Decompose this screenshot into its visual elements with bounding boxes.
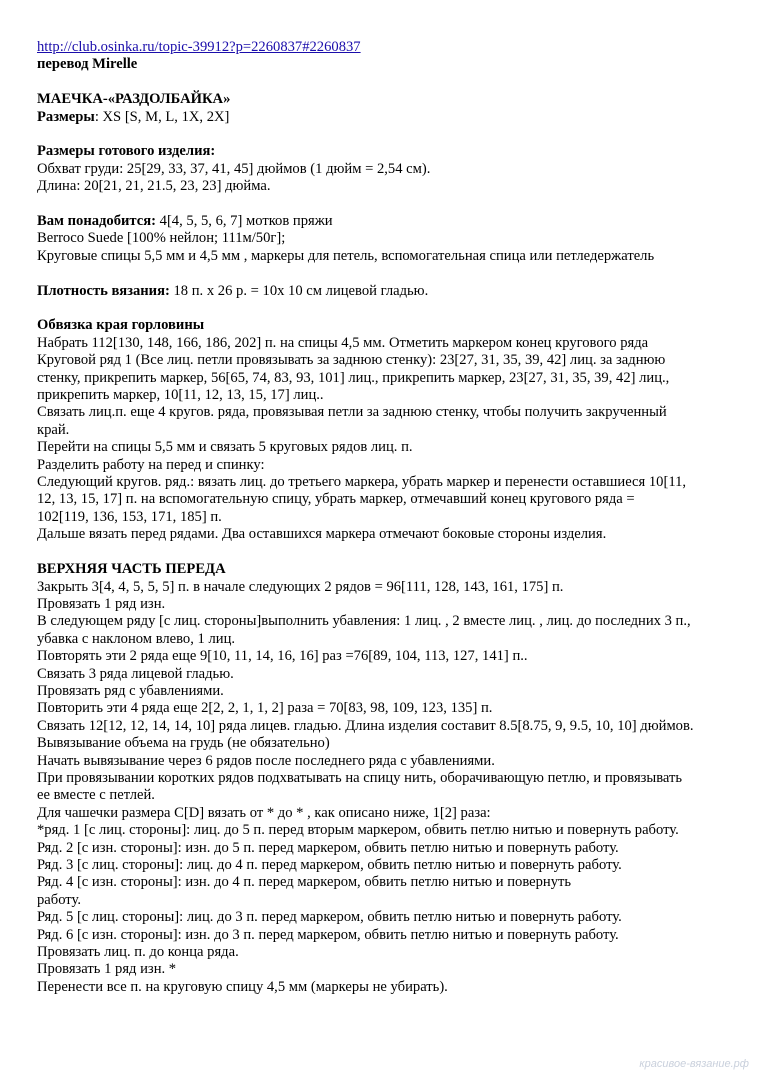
text-line: Berroco Suede [100% нейлон; 111м/50г]; [37, 230, 286, 247]
text-line: 12, 13, 15, 17] п. на вспомогательную спицу, убрать маркер, отмечавший конец кругового ряда = [37, 491, 635, 508]
neck-edging-lines [37, 335, 737, 544]
pattern-title: МАЕЧКА-«РАЗДОЛБАЙКА» [37, 91, 231, 108]
text-line: Провязать ряд с убавлениями. [37, 682, 224, 699]
sizes-value: : XS [S, M, L, 1X, 2X] [94, 108, 230, 125]
text-line: Связать 3 ряда лицевой гладью. [37, 665, 234, 682]
text-line: Дальше вязать перед рядами. Два оставшихся маркера отмечают боковые стороны изделия. [37, 526, 607, 543]
text-line: Ряд. 2 [с изн. стороны]: изн. до 5 п. перед маркером, обвить петлю нитью и повернуть работу. [37, 839, 619, 856]
text-line: Для чашечки размера С[D] вязать от * до * , как описано ниже, 1[2] раза: [37, 804, 491, 821]
text-line: Перенести все п. на круговую спицу 4,5 мм (маркеры не убирать). [37, 978, 448, 995]
spacer [37, 265, 737, 282]
site-watermark: красивое-вязание.рф [639, 1058, 749, 1070]
source-link[interactable]: http://club.osinka.ru/topic-39912?p=2260837#2260837 [37, 39, 361, 55]
text-line: Начать вывязывание через 6 рядов после последнего ряда с убавлениями. [37, 752, 495, 769]
text-line: ее вместе с петлей. [37, 787, 155, 804]
finished-size-heading: Размеры готового изделия: [37, 143, 216, 160]
text-line: стенку, прикрепить маркер, 56[65, 74, 83, 93, 101] лиц., прикрепить маркер, 23[27, 31, 35, 39, 42] лиц., [37, 369, 670, 386]
text-line: При провязывании коротких рядов подхватывать на спицу нить, оборачивающую петлю, и провязывать [37, 769, 683, 786]
translation-credit: перевод Mirelle [37, 56, 138, 73]
text-line: Провязать лиц. п. до конца ряда. [37, 944, 239, 961]
gauge-value: 18 п. х 26 р. = 10х 10 см лицевой гладью. [169, 282, 429, 299]
text-line: Длина: 20[21, 21, 21.5, 23, 23] дюйма. [37, 178, 271, 195]
materials-first: 4[4, 5, 5, 6, 7] мотков пряжи [156, 213, 333, 230]
text-line: Обхват груди: 25[29, 33, 37, 41, 45] дюймов (1 дюйм = 2,54 см). [37, 160, 431, 177]
upper-front-lines [37, 579, 737, 997]
text-line: Ряд. 4 [с изн. стороны]: изн. до 4 п. перед маркером, обвить петлю нитью и повернуть [37, 874, 572, 891]
text-line: Повторить эти 4 ряда еще 2[2, 2, 1, 1, 2] раза = 70[83, 98, 109, 123, 135] п. [37, 700, 493, 717]
text-line: Провязать 1 ряд изн. * [37, 961, 177, 978]
text-line: Круговые спицы 5,5 мм и 4,5 мм , маркеры для петель, вспомогательная спица или петледержатель [37, 247, 655, 264]
upper-front-heading: ВЕРХНЯЯ ЧАСТЬ ПЕРЕДА [37, 561, 226, 578]
text-line: убавка с наклоном влево, 1 лиц. [37, 630, 236, 647]
text-line: В следующем ряду [с лиц. стороны]выполнить убавления: 1 лиц. , 2 вместе лиц. , лиц. до последних 3 п., [37, 613, 691, 630]
text-line: прикрепить маркер, 10[11, 12, 13, 15, 17] лиц.. [37, 387, 324, 404]
text-line: Провязать 1 ряд изн. [37, 595, 166, 612]
gauge-line [37, 283, 737, 300]
text-line: *ряд. 1 [с лиц. стороны]: лиц. до 5 п. перед вторым маркером, обвить петлю нитью и повернуть работу. [37, 822, 679, 839]
text-line: Закрыть 3[4, 4, 5, 5, 5] п. в начале следующих 2 рядов = 96[111, 128, 143, 161, 175] п. [37, 578, 564, 595]
text-line: Связать 12[12, 12, 14, 14, 10] ряда лицев. гладью. Длина изделия составит 8.5[8.75, 9, 9.5, 10, 10] дюймов. [37, 717, 694, 734]
neck-edging-heading: Обвязка края горловины [37, 317, 205, 334]
text-line: Разделить работу на перед и спинку: [37, 456, 265, 473]
materials-lines [37, 230, 737, 265]
text-line: Следующий кругов. ряд.: вязать лиц. до третьего маркера, убрать маркер и перенести оставшиеся 10[11, [37, 474, 687, 491]
text-line: Повторять эти 2 ряда еще 9[10, 11, 14, 16, 16] раз =76[89, 104, 113, 127, 141] п.. [37, 648, 528, 665]
spacer [37, 300, 737, 317]
text-line: Ряд. 5 [с лиц. стороны]: лиц. до 3 п. перед маркером, обвить петлю нитью и повернуть работу. [37, 909, 622, 926]
spacer [37, 126, 737, 143]
text-line: Связать лиц.п. еще 4 кругов. ряда, провязывая петли за заднюю стенку, чтобы получить закрученный [37, 404, 667, 421]
sizes-line [37, 109, 737, 126]
text-line: Перейти на спицы 5,5 мм и связать 5 круговых рядов лиц. п. [37, 439, 413, 456]
text-line: 102[119, 136, 153, 171, 185] п. [37, 508, 222, 525]
materials-label: Вам понадобится: [37, 213, 156, 230]
spacer [37, 196, 737, 213]
text-line: Вывязывание объема на грудь (не обязательно) [37, 735, 330, 752]
finished-size-lines [37, 161, 737, 196]
text-line: Ряд. 6 [с изн. стороны]: изн. до 3 п. перед маркером, обвить петлю нитью и повернуть работу. [37, 926, 619, 943]
gauge-label: Плотность вязания: [37, 282, 170, 299]
text-line: край. [37, 421, 70, 438]
text-line: Ряд. 3 [с лиц. стороны]: лиц. до 4 п. перед маркером, обвить петлю нитью и повернуть работу. [37, 857, 622, 873]
text-line: Круговой ряд 1 (Все лиц. петли провязывать за заднюю стенку): 23[27, 31, 35, 39, 42] лиц. за заднюю [37, 352, 666, 369]
text-line: Набрать 112[130, 148, 166, 186, 202] п. на спицы 4,5 мм. Отметить маркером конец кругового ряда [37, 334, 649, 351]
spacer [37, 74, 737, 91]
document-page [37, 39, 737, 996]
sizes-label: Размеры [37, 108, 95, 125]
text-line: работу. [37, 891, 81, 908]
spacer [37, 544, 737, 561]
materials-line [37, 213, 737, 230]
